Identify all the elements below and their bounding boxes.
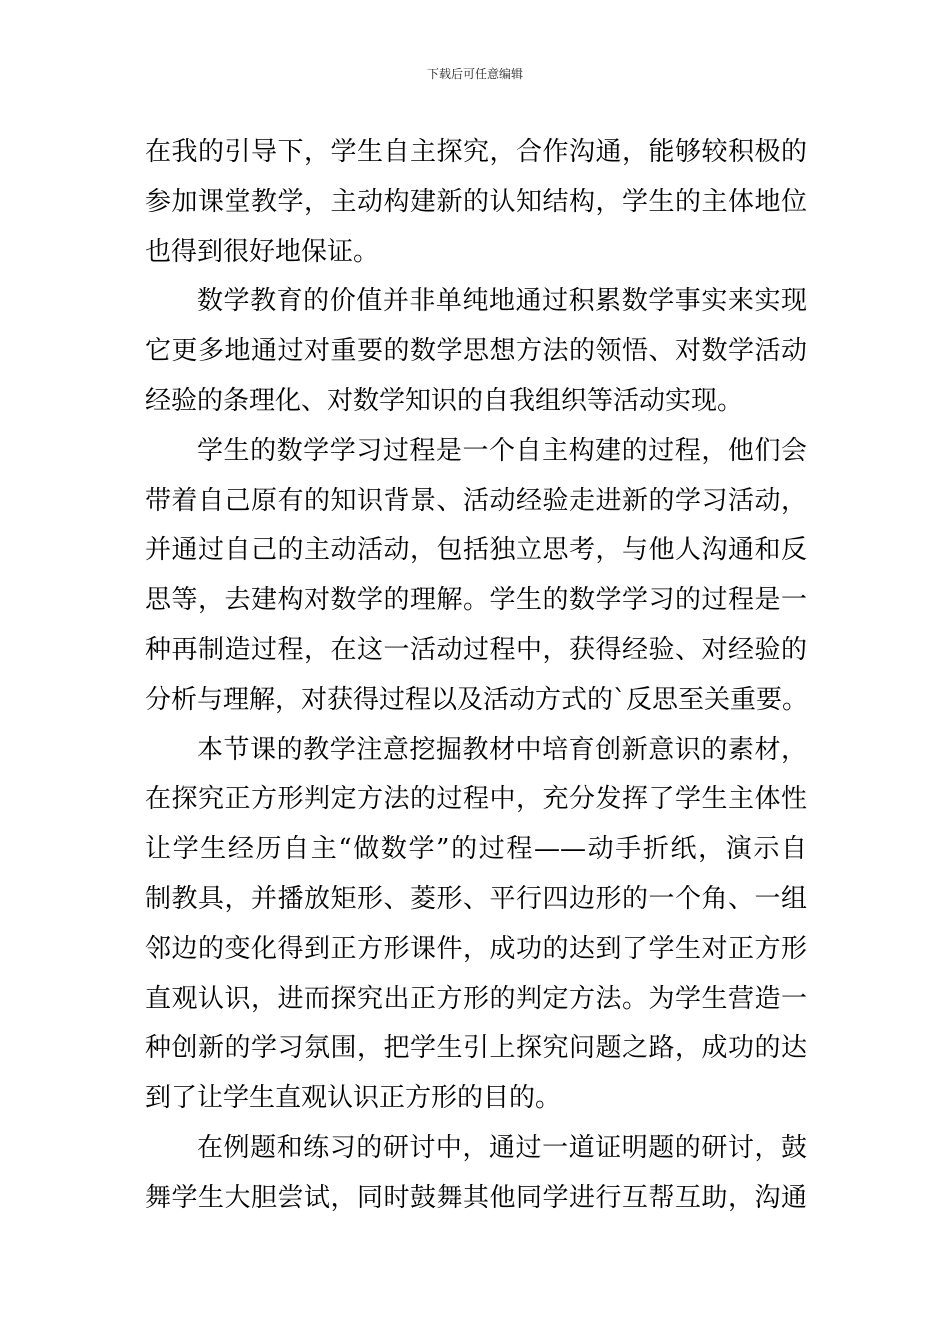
text-line: 带着自己原有的知识背景、活动经验走进新的学习活动， [145, 485, 807, 516]
page-header: 下载后可任意编辑 [426, 67, 523, 81]
text-line: 在我的引导下，学生自主探究，合作沟通，能够较积极的 [145, 137, 807, 167]
text-line: 经验的条理化、对数学知识的自我组织等活动实现。 [145, 385, 744, 416]
text-line: 分析与理解，对获得过程以及活动方式的`反思至关重要。 [145, 684, 809, 715]
paragraph-first-line: 本节课的教学注意挖掘教材中培育创新意识的素材， [197, 734, 807, 765]
paragraph-first-line: 数学教育的价值并非单纯地通过积累数学事实来实现 [197, 286, 807, 317]
text-line: 让学生经历自主“做数学”的过程——动手折纸，演示自 [145, 834, 807, 865]
text-line: 到了让学生直观认识正方形的目的。 [145, 1083, 562, 1114]
text-line: 邻边的变化得到正方形课件，成功的达到了学生对正方形 [145, 933, 807, 964]
text-line: 制教具，并播放矩形、菱形、平行四边形的一个角、一组 [145, 883, 807, 914]
text-line: 舞学生大胆尝试，同时鼓舞其他同学进行互帮互助，沟通 [145, 1182, 807, 1213]
text-line: 并通过自己的主动活动，包括独立思考，与他人沟通和反 [145, 535, 807, 566]
text-line: 直观认识，进而探究出正方形的判定方法。为学生营造一 [145, 983, 807, 1014]
text-line: 它更多地通过对重要的数学思想方法的领悟、对数学活动 [145, 336, 807, 367]
text-line: 参加课堂教学，主动构建新的认知结构，学生的主体地位 [145, 186, 807, 217]
paragraph-first-line: 学生的数学学习过程是一个自主构建的过程，他们会 [197, 435, 807, 466]
text-line: 也得到很好地保证。 [145, 236, 380, 267]
body-text [145, 128, 807, 1224]
text-line: 种再制造过程，在这一活动过程中，获得经验、对经验的 [145, 634, 807, 665]
text-line: 在探究正方形判定方法的过程中，充分发挥了学生主体性 [145, 784, 807, 815]
paragraph-first-line: 在例题和练习的研讨中，通过一道证明题的研讨，鼓 [197, 1132, 807, 1163]
text-line: 思等，去建构对数学的理解。学生的数学学习的过程是一 [145, 585, 807, 616]
text-line: 种创新的学习氛围，把学生引上探究问题之路，成功的达 [145, 1033, 807, 1064]
